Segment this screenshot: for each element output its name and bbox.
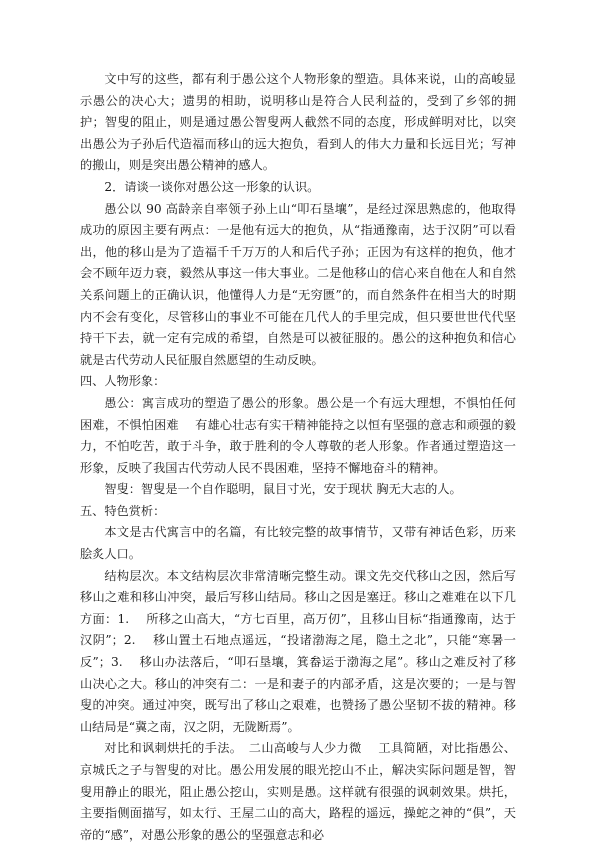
document-page [80, 69, 516, 846]
paragraph-zhisou-image: 智叟：智叟是一个自作聪明，鼠目寸光，安于现状 胸无大志的人。 [104, 482, 462, 497]
paragraph-yugong-image: 愚公：寓言成功的塑造了愚公的形象。愚公是一个有远大理想，不惧怕任何困难，不惧怕困难 有雄心壮志有实干精神能持之以恒有坚强的意志和顽强的毅力，不怕吃苦，敢于斗争，敢于胜利的令人尊敬的老人形象。作者通过塑造这一形象，反映了我国古代劳动人民不畏困难，坚持不懈地奋斗的精神。 [80, 395, 516, 475]
paragraph-contrast-technique: 对比和讽刺烘托的手法。 二山高峻与人少力微 工具简陋，对比指愚公、京城氏之子与智叟的对比。愚公用发展的眼光挖山不止，解决实际问题是智，智叟用静止的眼光，阻止愚公挖山，实则是愚。这样就有很强的讽刺效果。烘托，主要指侧面描写，如太行、王屋二山的高大，路程的遥远，操蛇之神的“俱”，天帝的“感”，对愚公形象的愚公的坚强意志和必 [80, 741, 516, 842]
paragraph-yugong-success: 愚公以 90 高龄亲自率领子孙上山“叩石垦壤”，是经过深思熟虑的，他取得成功的原因主要有两点：一是他有远大的抱负，从“指通豫南，达于汉阴”可以看出，他的移山是为了造福千千万万的人和后代子孙；正因为有这样的抱负，他才会不顾年迈力衰，毅然从事这一伟大事业。二是他移山的信心来自他在人和自然关系问题上的正确认识，他懂得人力是“无穷匮”的，而自然条件在相当大的时期内不会有变化，尽管移山的事业不可能在几代人的手里完成，但只要世世代代坚持干下去，就一定有完成的希望，自然是可以被征服的。愚公的这种抱负和信心就是古代劳动人民征服自然愿望的生动反映。 [80, 201, 516, 367]
paragraph-figure-analysis: 文中写的这些，都有利于愚公这个人物形象的塑造。具体来说，山的高峻显示愚公的决心大；遗男的相助，说明移山是符合人民利益的，受到了乡邻的拥护；智叟的阻止，则是通过愚公智叟两人截然不同的态度，形成鲜明对比，以突出愚公为子孙后代造福而移山的远大抱负，看到人的伟大力量和长远目光；写神的搬山，则是突出愚公精神的感人。 [80, 72, 516, 173]
paragraph-fable-intro: 本文是古代寓言中的名篇，有比较完整的故事情节，又带有神话色彩，历来脍炙人口。 [80, 525, 516, 562]
question-2: 2．请谈一谈你对愚公这一形象的认识。 [104, 179, 320, 194]
section-heading-characters: 四、人物形象： [80, 374, 166, 389]
paragraph-structure: 结构层次。本文结构层次非常清晰完整生动。课文先交代移山之因，然后写移山之难和移山冲突，最后写移山结局。移山之因是塞迂。移山之难难在以下几方面：1. 所移之山高大，“方七百里，高万仞”，且移山目标“指通豫南，达于汉阴”；2. 移山置土石地点遥远，“投诸渤海之尾，隐土之北”，只能“寒暑一反”；3. 移山办法落后，“叩石垦壤，箕畚运于渤海之尾”。移山之难反衬了移山决心之大。移山的冲突有二：一是和妻子的内部矛盾，这是次要的；一是与智叟的冲突。通过冲突，既写出了移山之艰难，也赞扬了愚公坚韧不拔的精神。移山结局是“冀之南，汉之阴，无陇断焉”。 [80, 568, 516, 734]
section-heading-features: 五、特色赏析： [80, 503, 166, 518]
